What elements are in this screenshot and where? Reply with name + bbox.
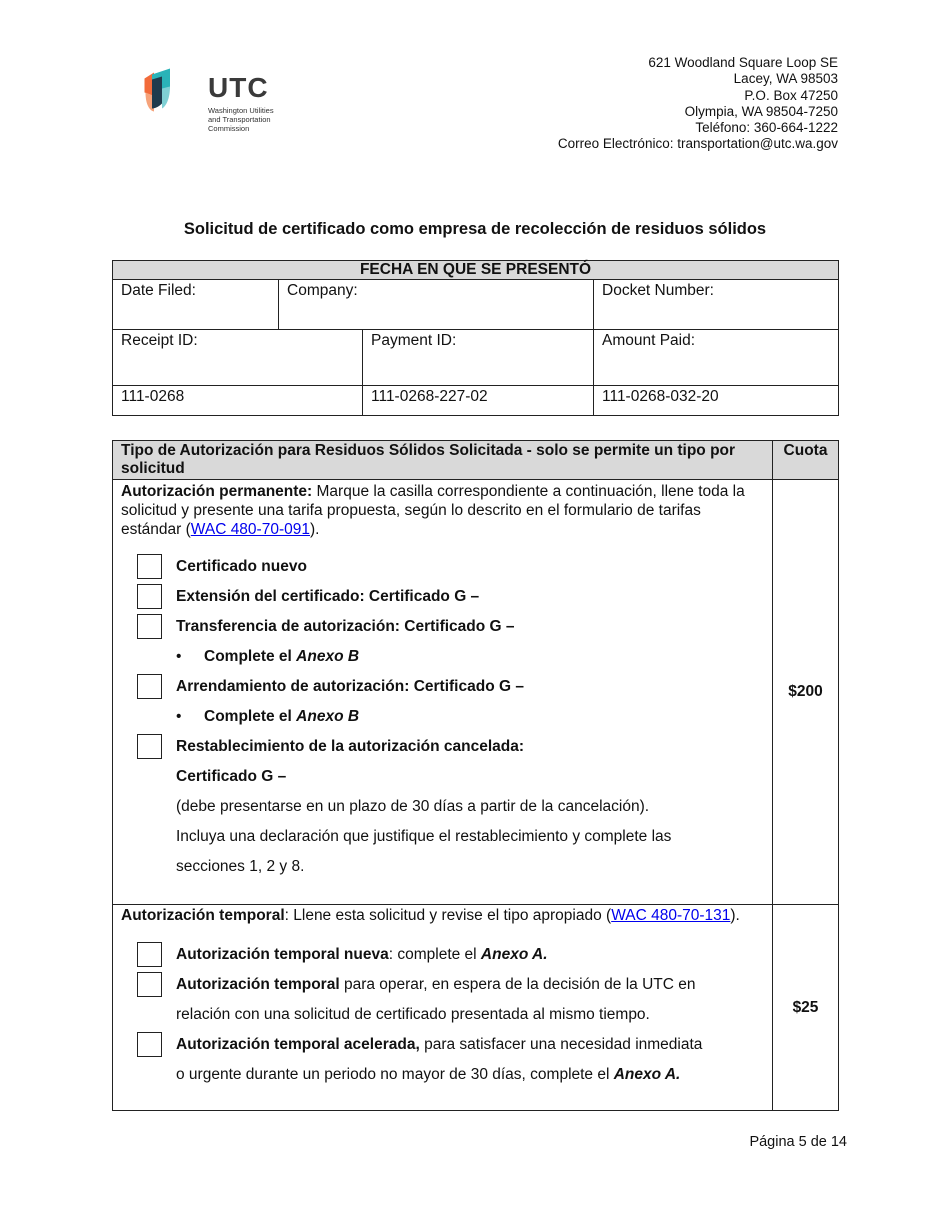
company-field[interactable]: Company: xyxy=(279,280,594,330)
checkbox-expedited-temporary[interactable] xyxy=(137,1032,162,1057)
temporary-section xyxy=(113,905,773,1111)
reinstatement-note: secciones 1, 2 y 8. xyxy=(176,858,305,875)
receipt-id-value: 111-0268 xyxy=(113,386,363,416)
address-block xyxy=(558,55,838,153)
receipt-id-field[interactable]: Receipt ID: xyxy=(113,330,363,386)
option-transfer: Transferencia de autorización: Certificado G – xyxy=(121,612,764,642)
temporary-label: Autorización temporal xyxy=(121,907,285,924)
temporary-pending-cont: relación con una solicitud de certificado presentada al mismo tiempo. xyxy=(176,1006,650,1023)
bullet-annex-b: • Complete el Anexo B xyxy=(176,648,360,665)
permanent-label: Autorización permanente: xyxy=(121,483,313,500)
authorization-table xyxy=(112,440,839,1111)
checkbox-extension[interactable] xyxy=(137,584,162,609)
fee-header: Cuota xyxy=(773,441,839,480)
address-line: 621 Woodland Square Loop SE xyxy=(648,55,838,70)
wac-131-link[interactable]: WAC 480-70-131 xyxy=(611,907,731,924)
amount-paid-value: 111-0268-032-20 xyxy=(594,386,839,416)
filing-table xyxy=(112,260,839,416)
reinstatement-certificate: Certificado G – xyxy=(176,768,287,785)
logo-lightblue-shape xyxy=(162,87,170,109)
address-line: P.O. Box 47250 xyxy=(744,87,838,103)
bullet-annex-b: • Complete el Anexo B xyxy=(176,708,360,725)
checkbox-new-temporary[interactable] xyxy=(137,942,162,967)
temporary-fee: $25 xyxy=(773,905,839,1111)
filing-header: FECHA EN QUE SE PRESENTÓ xyxy=(113,261,839,280)
checkbox-new-certificate[interactable] xyxy=(137,554,162,579)
logo-name: UTC xyxy=(208,72,269,103)
email-line: Correo Electrónico: transportation@utc.wa.gov xyxy=(557,136,838,152)
utc-logo xyxy=(143,46,213,136)
phone-line: Teléfono: 360-664-1222 xyxy=(695,120,838,136)
permanent-section xyxy=(113,480,773,905)
option-extension: Extensión del certificado: Certificado G – xyxy=(121,582,764,612)
wac-091-link[interactable]: WAC 480-70-091 xyxy=(190,521,310,538)
logo-dark-shape xyxy=(152,77,162,109)
checkbox-reinstatement[interactable] xyxy=(137,734,162,759)
authorization-header: Tipo de Autorización para Residuos Sólidos Solicitada - solo se permite un tipo por solicitud xyxy=(113,441,773,480)
checkbox-temporary-pending[interactable] xyxy=(137,972,162,997)
permanent-description: Autorización permanente: Marque la casilla correspondiente a continuación, llene toda la solicitud y presente una tarifa propuesta, según lo descrito en el formulario de tarifas estándar (WAC 480-70-091). xyxy=(121,483,745,538)
permanent-fee: $200 xyxy=(773,480,839,905)
amount-paid-field[interactable]: Amount Paid: xyxy=(594,330,839,386)
option-reinstatement: Restablecimiento de la autorización cancelada: xyxy=(121,732,764,762)
logo-wordmark xyxy=(208,74,288,133)
page-title: Solicitud de certificado como empresa de recolección de residuos sólidos xyxy=(183,220,767,238)
option-expedited-temporary: Autorización temporal acelerada, para satisfacer una necesidad inmediata xyxy=(121,1030,764,1060)
checkbox-lease[interactable] xyxy=(137,674,162,699)
payment-id-value: 111-0268-227-02 xyxy=(363,386,594,416)
checkbox-transfer[interactable] xyxy=(137,614,162,639)
option-temporary-pending: Autorización temporal para operar, en espera de la decisión de la UTC en xyxy=(121,970,764,1000)
date-filed-field[interactable]: Date Filed: xyxy=(113,280,279,330)
page-number: Página 5 de 14 xyxy=(749,1134,847,1150)
address-line: Lacey, WA 98503 xyxy=(733,71,838,87)
option-lease: Arrendamiento de autorización: Certificado G – xyxy=(121,672,764,702)
docket-number-field[interactable]: Docket Number: xyxy=(594,280,839,330)
temporary-description: Autorización temporal: Llene esta solicitud y revise el tipo apropiado (WAC 480-70-131). xyxy=(121,907,740,924)
option-new-certificate: Certificado nuevo xyxy=(121,552,764,582)
address-line: Olympia, WA 98504-7250 xyxy=(684,103,838,119)
option-new-temporary: Autorización temporal nueva: complete el Anexo A. xyxy=(121,940,764,970)
expedited-cont: o urgente durante un periodo no mayor de 30 días, complete el Anexo A. xyxy=(176,1066,681,1083)
logo-subtitle: Washington Utilities and Transportation Commission xyxy=(208,106,274,133)
payment-id-field[interactable]: Payment ID: xyxy=(363,330,594,386)
reinstatement-note: Incluya una declaración que justifique el restablecimiento y complete las xyxy=(176,828,672,845)
reinstatement-note: (debe presentarse en un plazo de 30 días a partir de la cancelación). xyxy=(176,798,650,815)
